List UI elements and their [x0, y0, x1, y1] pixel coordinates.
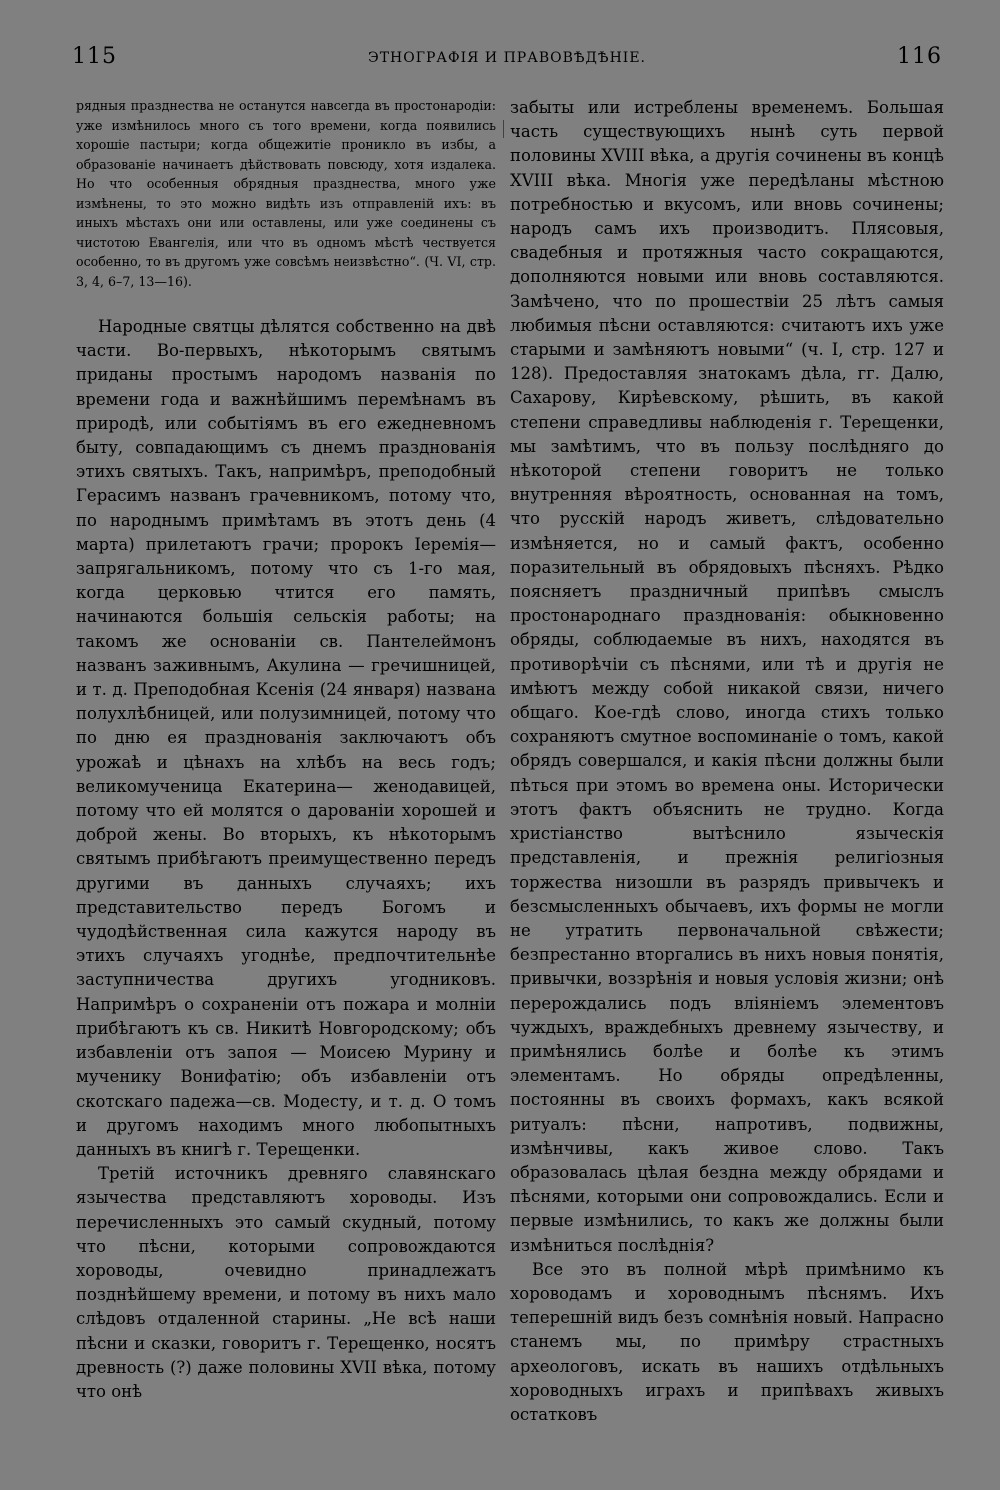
page-number-left: 115 [72, 44, 117, 69]
running-title: ЭТНОГРАФІЯ И ПРАВОВѢДѢНІЕ. [368, 50, 646, 66]
page-number-right: 116 [897, 44, 942, 69]
paragraph-round-dances: Третій источникъ древняго славянскаго язычества представляютъ хороводы. Изъ перечисленныхъ это самый скудный, потому что пѣсни, которыми сопровождаются хороводы, очевидно принадлежатъ позднѣйшему времени, и потому въ нихъ мало слѣдовъ отдаленной старины. „Не всѣ наши пѣсни и сказки, говоритъ г. Терещенко, носятъ древность (?) даже половины XVII вѣка, потому что онѣ [76, 1164, 496, 1401]
left-column [76, 96, 496, 1404]
column-divider-mark [503, 120, 504, 138]
footnote: рядныя празднества не останутся навсегда въ простонародіи: уже измѣнилось много съ того времени, когда появились хорошіе пастыри; когда общежитіе проникло въ избы, а образованіе начинаетъ дѣйствовать повсюду, хотя издалека. Но что особенныя обрядныя празднества, много уже измѣнены, то это можно видѣть изъ отправленій ихъ: въ иныхъ мѣстахъ они или оставлены, или уже соединены съ чистотою Евангелія, или что въ одномъ мѣстѣ чествуется особенно, то въ другомъ уже совсѣмъ неизвѣстно“. (Ч. VI, стр. 3, 4, 6–7, 13—16). [76, 98, 496, 289]
page-header [72, 44, 942, 80]
paragraph-continuation: забыты или истреблены временемъ. Большая часть существующихъ нынѣ суть первой половины XVIII вѣка, а другія сочинены въ концѣ XVIII вѣка. Многія уже передѣланы мѣстною потребностью и вкусомъ, или вновь сочинены; народъ самъ ихъ производитъ. Плясовыя, свадебныя и протяжныя часто сокращаются, дополняются новыми или вновь составляются. Замѣчено, что по прошествіи 25 лѣтъ самыя любимыя пѣсни оставляются: считаютъ ихъ уже старыми и замѣняютъ новыми“ (ч. I, стр. 127 и 128). Предоставляя знатокамъ дѣла, гг. Далю, Сахарову, Кирѣевскому, рѣшить, въ какой степени справедливы наблюденія г. Терещенки, мы замѣтимъ, что въ пользу послѣдняго до нѣкоторой степени говоритъ не только внутренняя вѣроятность, основанная на томъ, что русскій народъ живетъ, слѣдовательно измѣняется, но и самый фактъ, особенно поразительный въ обрядовыхъ пѣсняхъ. Рѣдко поясняетъ праздничный припѣвъ смыслъ простонароднаго празднованія: обыкновенно обряды, соблюдаемые въ нихъ, находятся въ противорѣчіи съ пѣснями, или тѣ и другія не имѣютъ между собой никакой связи, ничего общаго. Кое-гдѣ слово, иногда стихъ только сохраняютъ смутное воспоминаніе о томъ, какой обрядъ совершался, и какія пѣсни должны были пѣться при этомъ во времена оны. Исторически этотъ фактъ объяснить не трудно. Когда христіанство вытѣснило языческія представленія, и прежнія религіозныя торжества низошли въ разрядъ привычекъ и безсмысленныхъ обычаевъ, ихъ формы не могли не утратить первоначальной свѣжести; безпрестанно вторгались въ нихъ новыя понятія, привычки, воззрѣнія и новыя условія жизни; онѣ перерождались подъ вліяніемъ элементовъ чуждыхъ, враждебныхъ древнему язычеству, и примѣнялись болѣе и болѣе къ этимъ элементамъ. Но обряды опредѣленны, постоянны въ своихъ формахъ, какъ всякой ритуалъ: пѣсни, напротивъ, подвижны, измѣнчивы, какъ живое слово. Такъ образовалась цѣлая бездна между обрядами и пѣснями, которыми они сопровождались. Если и первые измѣнились, то какъ же должны были измѣниться послѣднія? [510, 98, 944, 1255]
section-gap [76, 291, 496, 315]
paragraph-folk-calendar: Народные святцы дѣлятся собственно на двѣ части. Во-первыхъ, нѣкоторымъ святымъ приданы простымъ народомъ названія по времени года и важнѣйшимъ перемѣнамъ въ природѣ, или событіямъ въ его ежедневномъ быту, совпадающимъ съ днемъ празднованія этихъ святыхъ. Такъ, напримѣръ, преподобный Герасимъ названъ грачевникомъ, потому что, по народнымъ примѣтамъ въ этотъ день (4 марта) прилетаютъ грачи; пророкъ Іеремія— запрягальникомъ, потому что съ 1-го мая, когда церковью чтится его память, начинаются большія сельскія работы; на такомъ же основаніи св. Пантелеймонъ названъ заживнымъ, Акулина — гречишницей, и т. д. Преподобная Ксенія (24 января) названа полухлѣбницей, или полузимницей, потому что по дню ея празднованія заключаютъ объ урожаѣ и цѣнахъ на хлѣбъ на весь годъ; великомученица Екатерина— женодавицей, потому что ей молятся о дарованіи хорошей и доброй жены. Во вторыхъ, къ нѣкоторымъ святымъ прибѣгаютъ преимущественно передъ другими въ данныхъ случаяхъ; ихъ представительство передъ Богомъ и чудодѣйственная сила кажутся народу въ этихъ случаяхъ угоднѣе, предпочтительнѣе заступничества другихъ угодниковъ. Напримѣръ о сохраненіи отъ пожара и молніи прибѣгаютъ къ св. Никитѣ Новгородскому; объ избавленіи отъ запоя — Моисею Мурину и мученику Вонифатію; объ избавленіи отъ скотскаго падежа—св. Модесту, и т. д. О томъ и другомъ находимъ много любопытныхъ данныхъ въ книгѣ г. Терещенки. [76, 317, 496, 1159]
paragraph-round-dance-songs: Все это въ полной мѣрѣ примѣнимо къ хороводамъ и хороводнымъ пѣснямъ. Ихъ теперешній видъ безъ сомнѣнія новый. Напрасно станемъ мы, по примѣру страстныхъ археологовъ, искать въ нашихъ отдѣльныхъ хороводныхъ играхъ и припѣвахъ живыхъ остатковъ [510, 1259, 944, 1424]
right-column [510, 96, 944, 1427]
